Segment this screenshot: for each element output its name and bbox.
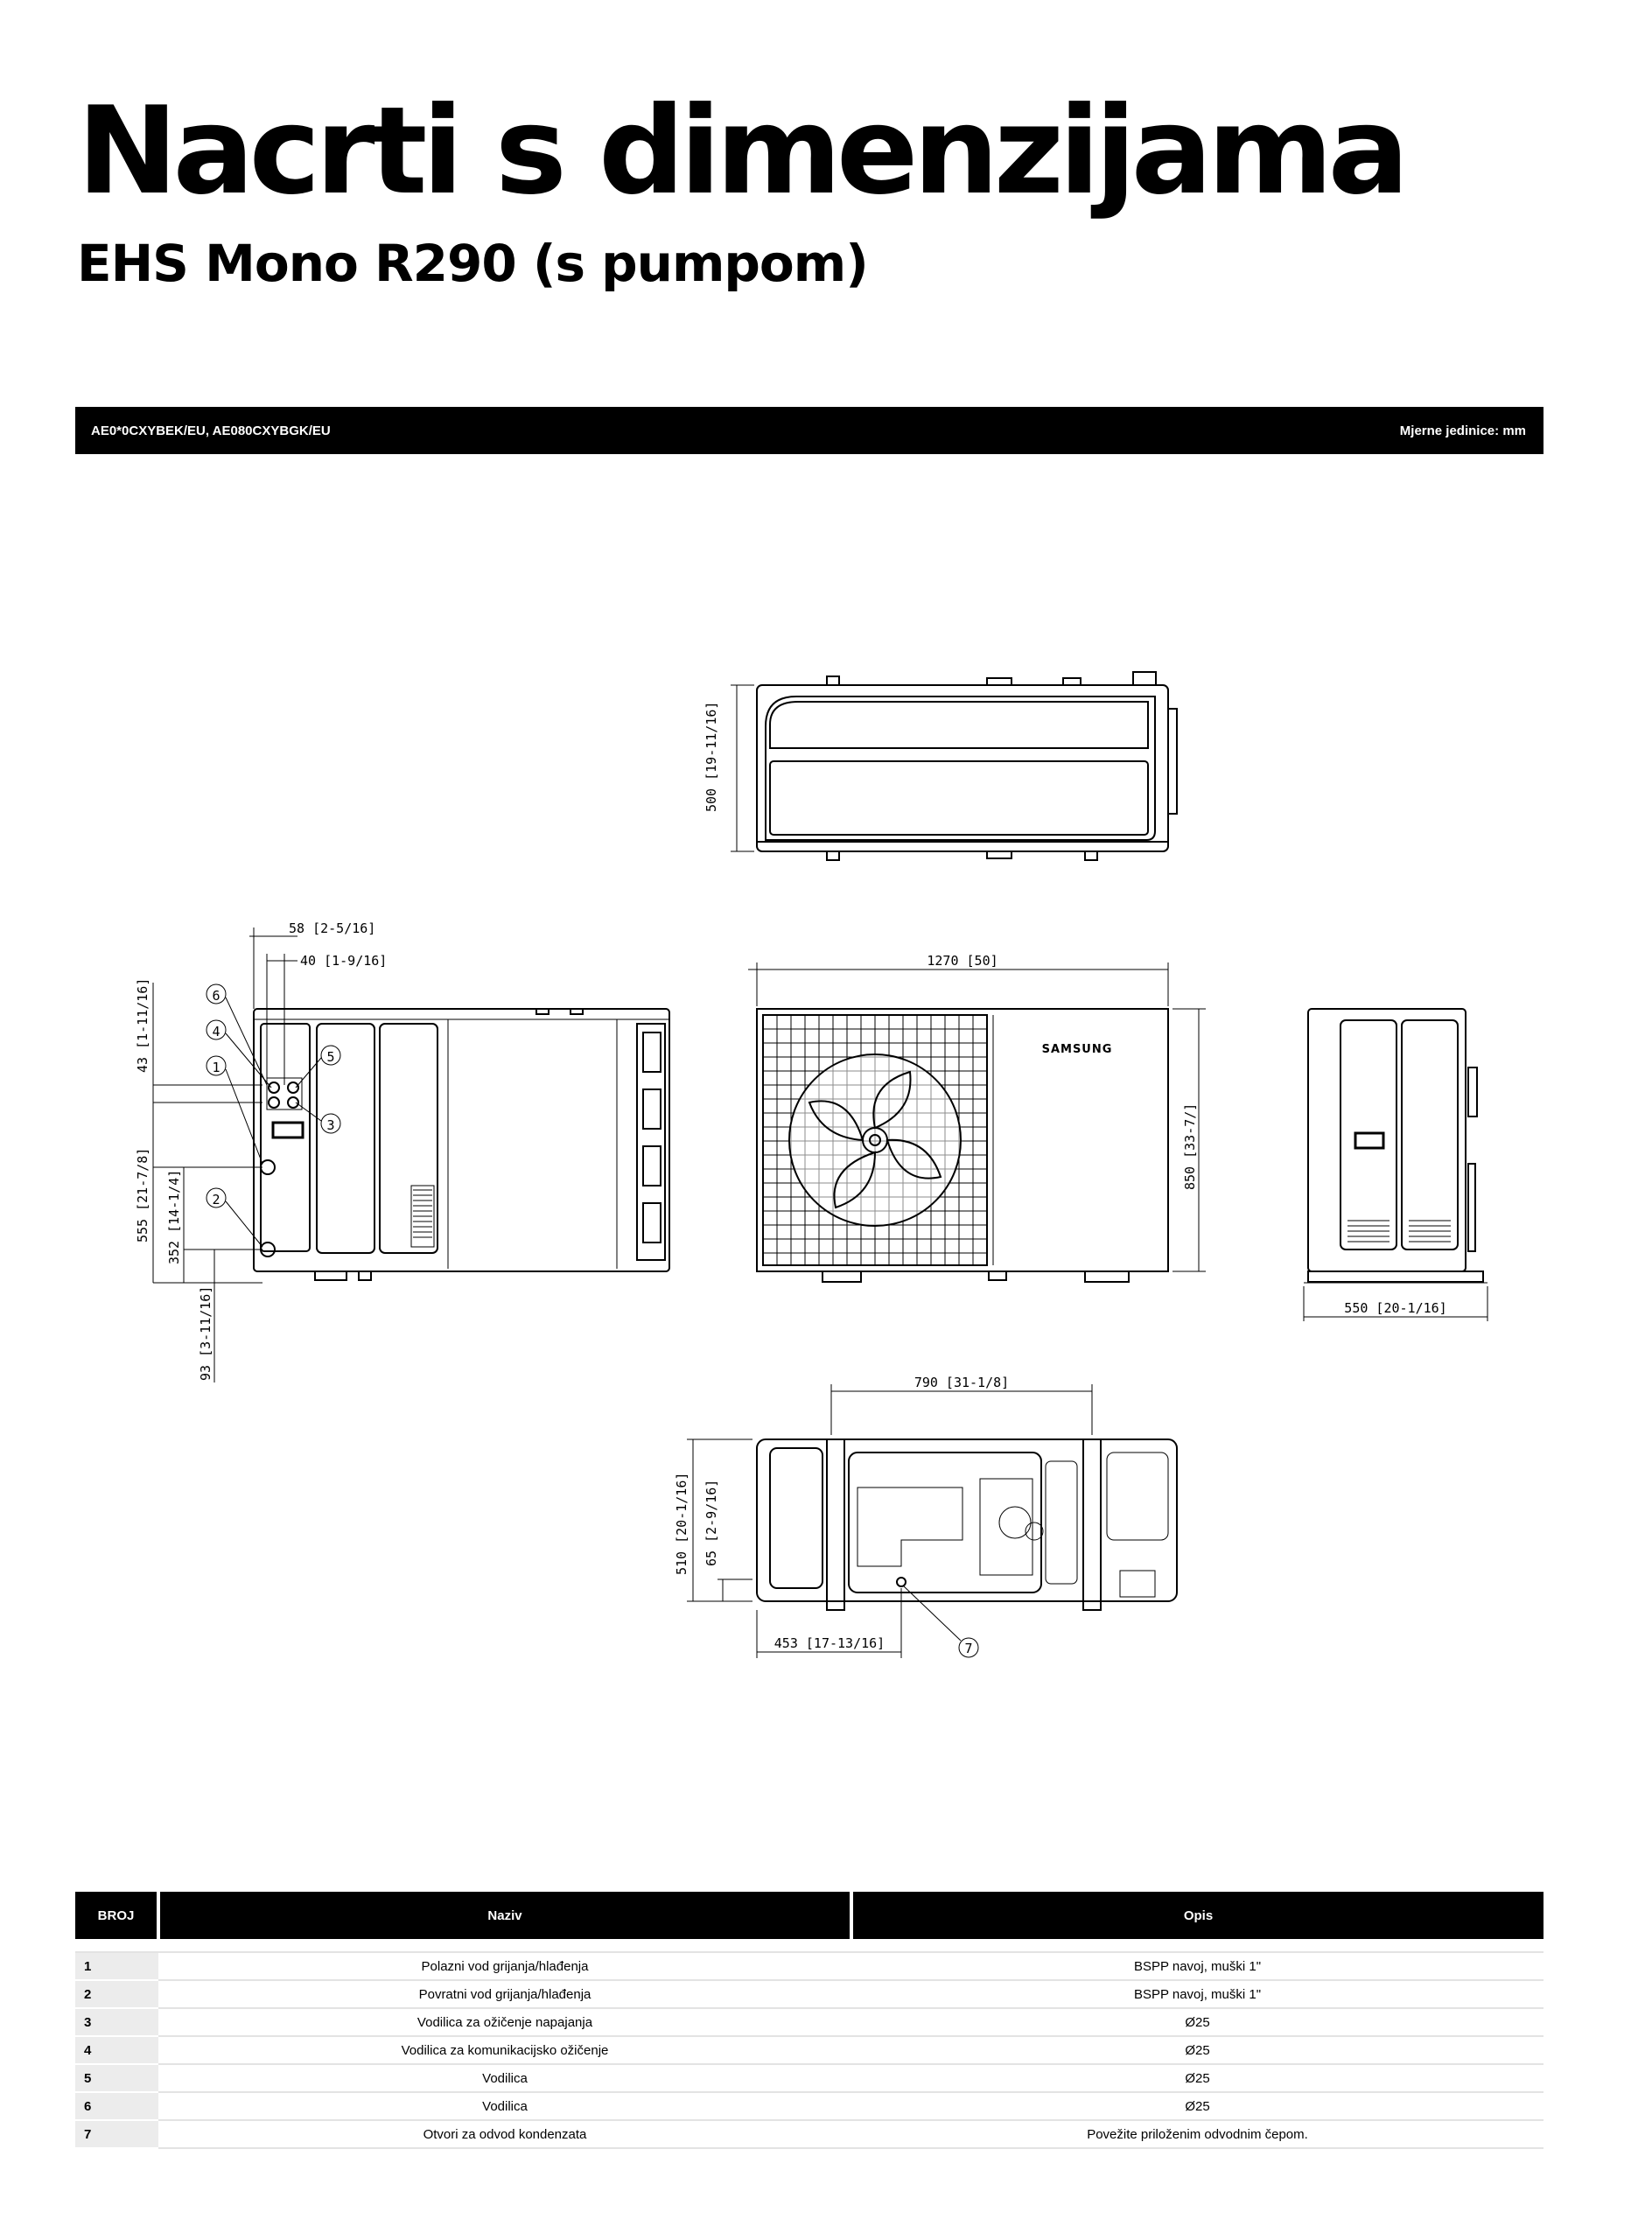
dim-side-58: 58 [2-5/16] bbox=[289, 920, 376, 936]
callout-2: 2 bbox=[212, 1192, 220, 1208]
dim-top-height: 500 [19-11/16] bbox=[704, 701, 719, 812]
model-numbers: AE0*0CXYBEK/EU, AE080CXYBGK/EU bbox=[91, 423, 331, 438]
header-name: Naziv bbox=[158, 1892, 851, 1939]
header-desc: Opis bbox=[851, 1892, 1544, 1939]
row-name: Vodilica za ožičenje napajanja bbox=[158, 2008, 851, 2036]
row-name: Povratni vod grijanja/hlađenja bbox=[158, 1980, 851, 2008]
row-num: 1 bbox=[75, 1952, 158, 1980]
row-name: Polazni vod grijanja/hlađenja bbox=[158, 1952, 851, 1980]
row-num: 7 bbox=[75, 2120, 158, 2148]
side-dimensions bbox=[153, 928, 340, 1382]
side-hatch bbox=[413, 1190, 432, 1237]
callout-3: 3 bbox=[326, 1117, 335, 1133]
page-subtitle: EHS Mono R290 (s pumpom) bbox=[77, 234, 868, 293]
row-name: Vodilica za komunikacijsko ožičenje bbox=[158, 2036, 851, 2064]
row-desc: Ø25 bbox=[851, 2092, 1544, 2120]
callout-1: 1 bbox=[212, 1060, 220, 1075]
dim-side-93: 93 [3-11/16] bbox=[198, 1285, 214, 1381]
callout-5: 5 bbox=[326, 1049, 335, 1065]
dim-front-height: 850 [33-7/] bbox=[1182, 1102, 1198, 1190]
row-num: 3 bbox=[75, 2008, 158, 2036]
dim-front-width: 1270 [50] bbox=[927, 953, 998, 969]
right-hatch bbox=[1348, 1221, 1451, 1242]
row-num: 5 bbox=[75, 2064, 158, 2092]
units-label: Mjerne jedinice: mm bbox=[1399, 423, 1526, 438]
connections-table bbox=[75, 1892, 1544, 2149]
dim-bottom-790: 790 [31-1/8] bbox=[914, 1375, 1010, 1390]
table-row bbox=[75, 2008, 1544, 2036]
callout-6: 6 bbox=[212, 988, 220, 1004]
row-num: 6 bbox=[75, 2092, 158, 2120]
row-desc: Ø25 bbox=[851, 2008, 1544, 2036]
top-view bbox=[731, 672, 1177, 860]
row-desc: BSPP navoj, muški 1" bbox=[851, 1980, 1544, 2008]
row-num: 2 bbox=[75, 1980, 158, 2008]
table-row bbox=[75, 1980, 1544, 2008]
row-name: Otvori za odvod kondenzata bbox=[158, 2120, 851, 2148]
dim-bottom-65: 65 [2-9/16] bbox=[704, 1479, 719, 1566]
dim-side-555: 555 [21-7/8] bbox=[135, 1147, 150, 1242]
dim-side-43: 43 [1-11/16] bbox=[135, 977, 150, 1073]
callout-4: 4 bbox=[212, 1024, 220, 1040]
row-desc: Ø25 bbox=[851, 2064, 1544, 2092]
row-name: Vodilica bbox=[158, 2092, 851, 2120]
table-row bbox=[75, 2036, 1544, 2064]
row-desc: Ø25 bbox=[851, 2036, 1544, 2064]
dim-bottom-453: 453 [17-13/16] bbox=[774, 1635, 886, 1651]
bottom-view bbox=[687, 1384, 1177, 1658]
table-header-row bbox=[75, 1892, 1544, 1939]
row-desc: Povežite priloženim odvodnim čepom. bbox=[851, 2120, 1544, 2148]
row-name: Vodilica bbox=[158, 2064, 851, 2092]
table-row bbox=[75, 1952, 1544, 1980]
brand-logo: SAMSUNG bbox=[1041, 1043, 1113, 1056]
side-view bbox=[254, 1009, 669, 1280]
table-row bbox=[75, 2092, 1544, 2120]
front-view bbox=[748, 962, 1206, 1282]
dim-side-40: 40 [1-9/16] bbox=[300, 953, 388, 969]
row-num: 4 bbox=[75, 2036, 158, 2064]
dim-side-352: 352 [14-1/4] bbox=[166, 1169, 182, 1264]
table-row bbox=[75, 2120, 1544, 2148]
row-desc: BSPP navoj, muški 1" bbox=[851, 1952, 1544, 1980]
dim-bottom-510: 510 [20-1/16] bbox=[674, 1472, 690, 1575]
callout-7: 7 bbox=[964, 1641, 973, 1656]
table-row bbox=[75, 2064, 1544, 2092]
dim-right-width: 550 [20-1/16] bbox=[1344, 1300, 1447, 1316]
page-title: Nacrti s dimenzijama bbox=[77, 80, 1404, 221]
header-num: BROJ bbox=[75, 1892, 158, 1939]
right-view bbox=[1304, 1009, 1488, 1321]
